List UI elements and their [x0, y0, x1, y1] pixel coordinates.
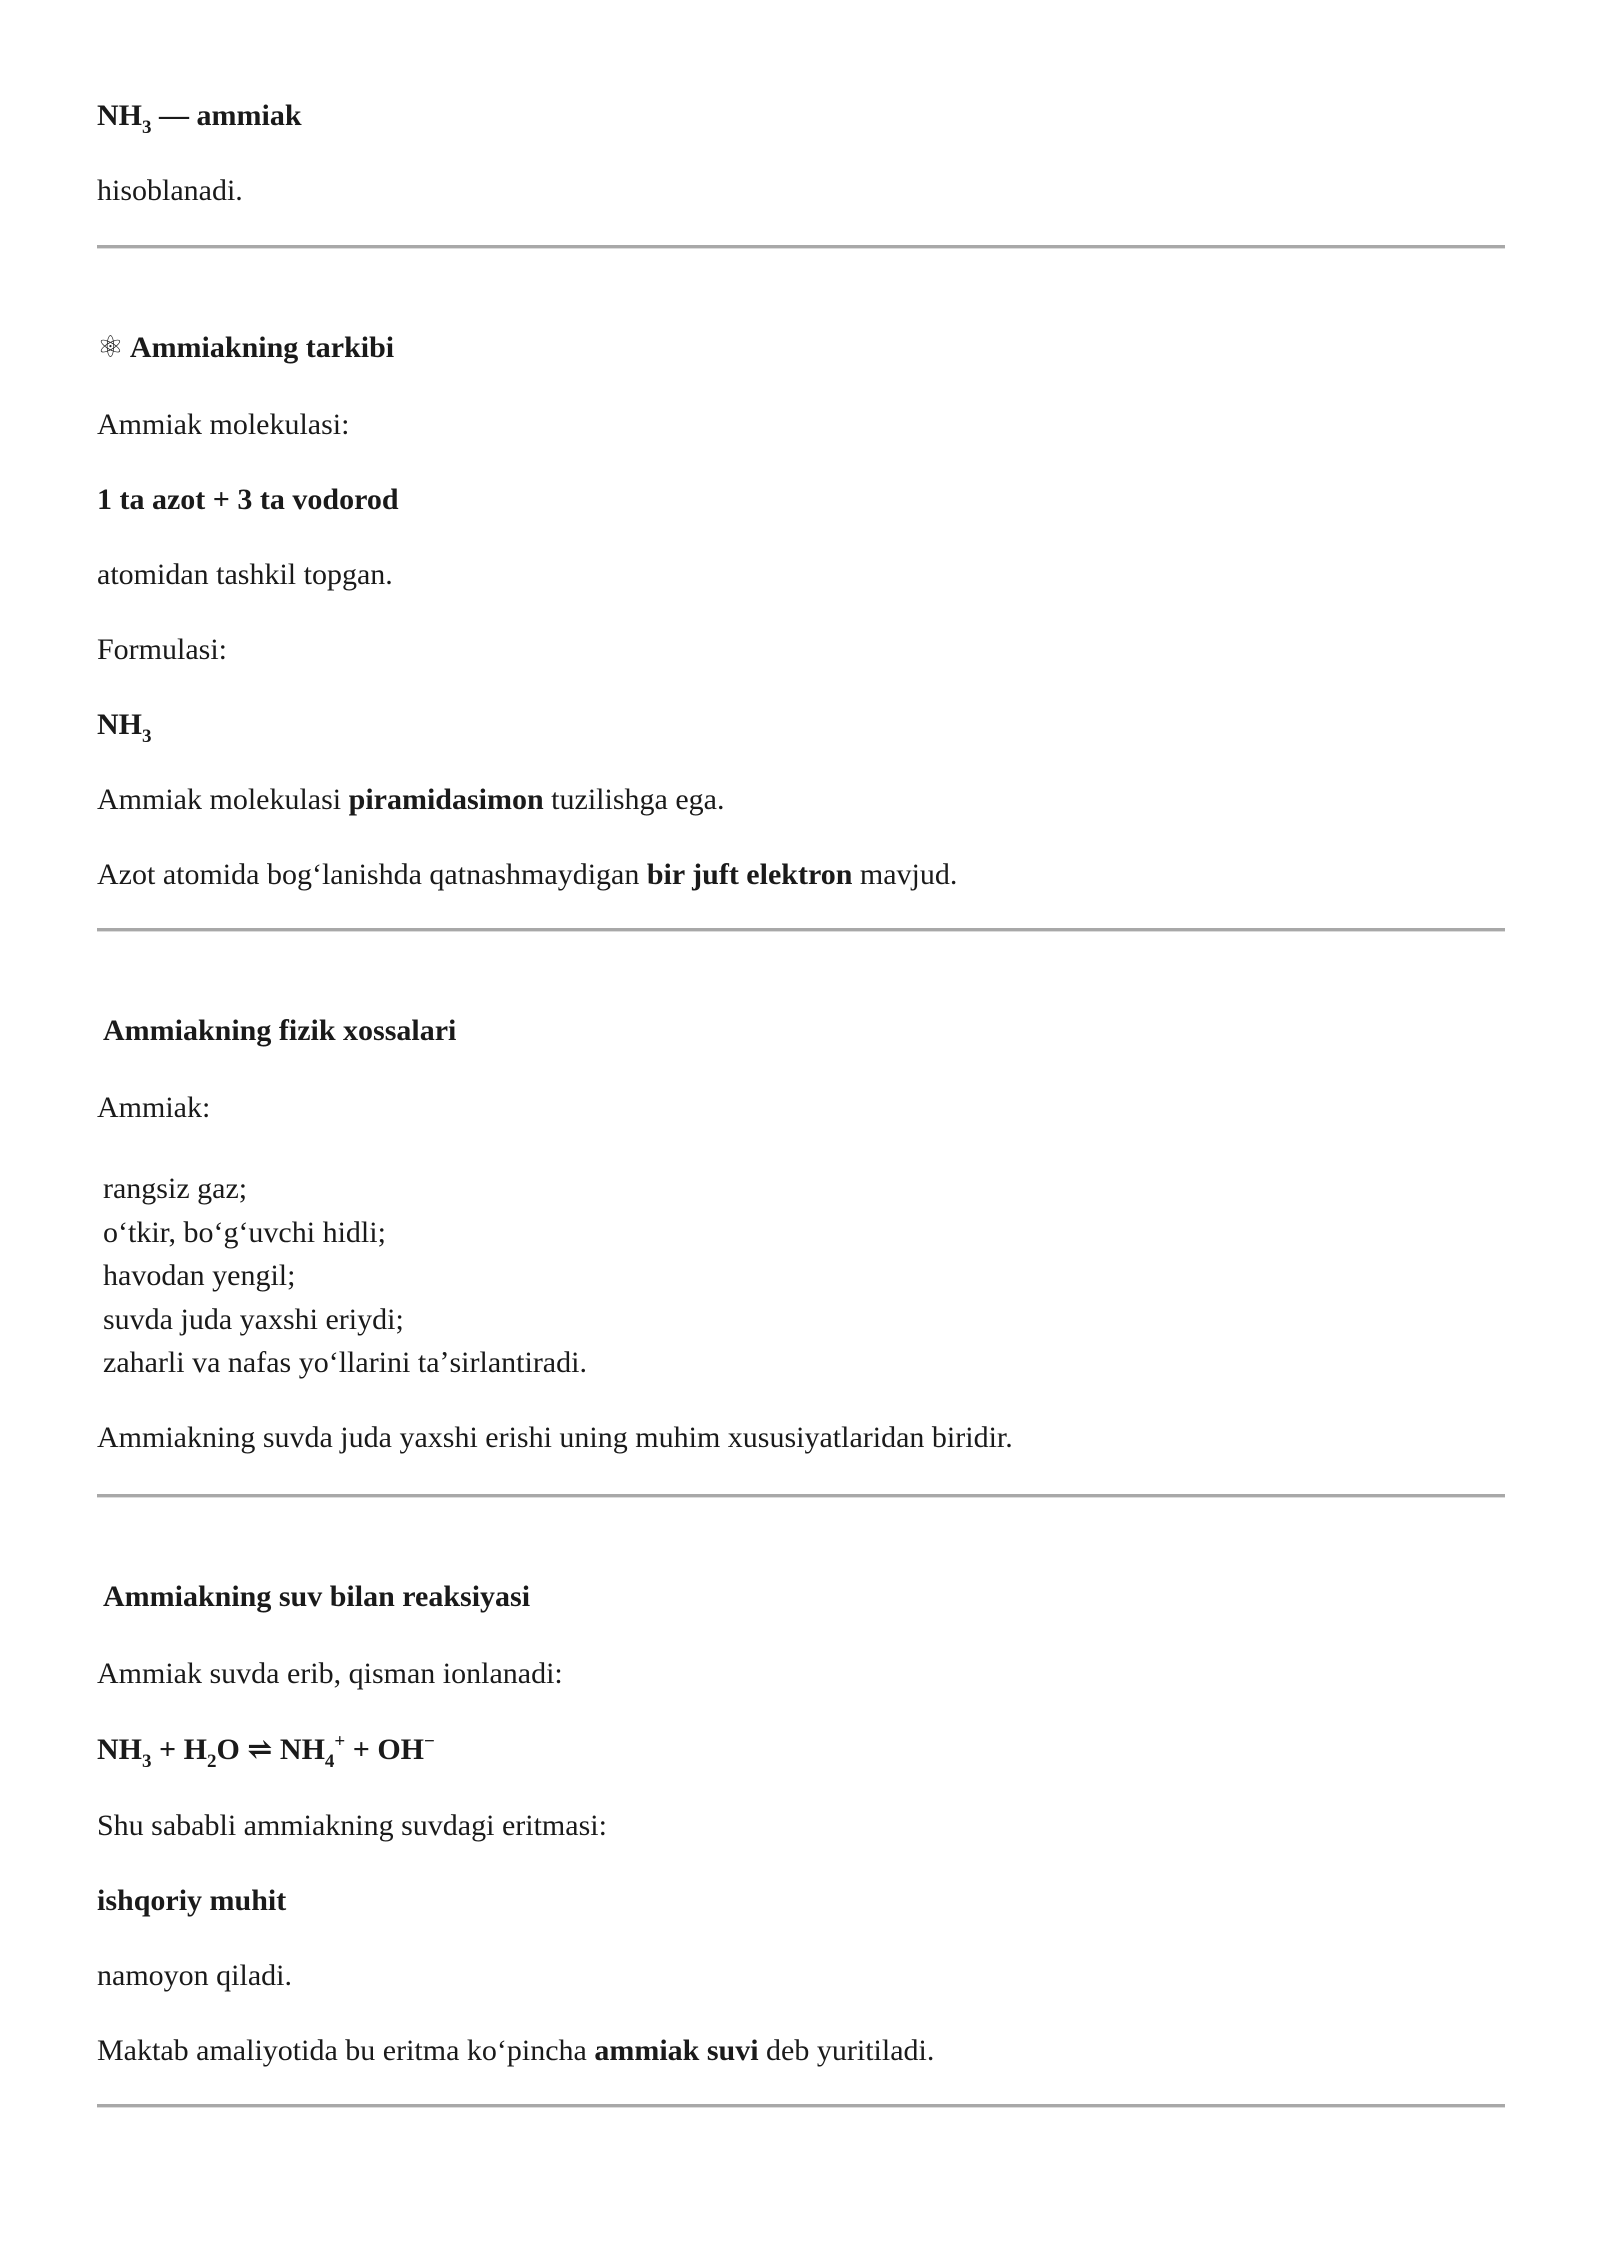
paragraph-bold: 1 ta azot + 3 ta vodorod	[97, 483, 399, 516]
properties-list	[97, 1167, 587, 1385]
paragraph: Ammiak:	[97, 1091, 211, 1124]
text-run-bold: ammiak suvi	[594, 2034, 759, 2067]
intro-heading-text: — ammiak	[151, 99, 302, 132]
list-item-text: havodan yengil;	[103, 1259, 296, 1292]
text-run: Azot atomida bogʻlanishda qatnashmaydigan	[97, 858, 647, 891]
divider	[97, 928, 1505, 932]
intro-heading-subscript: 3	[142, 117, 152, 138]
paragraph: Ammiak molekulasi:	[97, 408, 350, 441]
paragraph: Ammiak suvda erib, qisman ionlanadi:	[97, 1657, 563, 1690]
paragraph-bold: ishqoriy muhit	[97, 1884, 287, 1917]
paragraph	[97, 2031, 934, 2071]
paragraph	[97, 855, 957, 895]
section-heading-composition-text: Ammiakning tarkibi	[129, 331, 395, 364]
paragraph: namoyon qiladi.	[97, 1959, 292, 1992]
section-heading-reaction-with-water	[97, 1577, 530, 1617]
equation-part: O ⇌ NH	[216, 1733, 325, 1766]
section-heading-physical-properties	[97, 1011, 456, 1051]
equation-subscript: 2	[206, 1751, 217, 1772]
list-item-text: rangsiz gaz;	[103, 1172, 248, 1205]
text-run-bold: piramidasimon	[348, 783, 544, 816]
paragraph	[97, 780, 724, 820]
paragraph: Shu sababli ammiakning suvdagi eritmasi:	[97, 1809, 607, 1842]
equation-subscript: 3	[142, 1751, 152, 1772]
list-item-text: suvda juda yaxshi eriydi;	[103, 1302, 404, 1336]
paragraph: Ammiakning suvda juda yaxshi erishi uning muhim xususiyatlaridan biridir.	[97, 1421, 1013, 1454]
equation-part: + OH	[345, 1733, 425, 1766]
text-run-bold: bir juft elektron	[646, 858, 853, 891]
atom-icon: ⚛	[97, 331, 124, 364]
intro-heading	[97, 96, 302, 136]
list-item-text: oʻtkir, boʻgʻuvchi hidli;	[103, 1215, 386, 1249]
list-item	[97, 1211, 587, 1255]
section-heading-composition	[97, 328, 394, 368]
text-run: mavjud.	[852, 858, 958, 891]
divider	[97, 245, 1505, 249]
equation-part: + H	[151, 1733, 207, 1766]
equation-superscript: +	[334, 1731, 346, 1752]
list-item	[97, 1167, 587, 1211]
divider	[97, 1494, 1505, 1498]
paragraph: Formulasi:	[97, 633, 228, 666]
equation-subscript: 4	[324, 1751, 335, 1772]
equation-superscript: −	[424, 1731, 435, 1752]
text-run: deb yuritiladi.	[758, 2034, 935, 2067]
section-heading-reaction-with-water-text: Ammiakning suv bilan reaksiyasi	[103, 1580, 531, 1613]
list-item-text: zaharli va nafas yoʻllarini taʼsirlantiradi.	[103, 1346, 587, 1379]
formula-text: NH	[97, 708, 142, 741]
intro-text: hisoblanadi.	[97, 174, 243, 207]
equation-part: NH	[97, 1733, 142, 1766]
formula	[97, 705, 152, 745]
reaction-equation	[97, 1730, 435, 1770]
list-item	[97, 1298, 587, 1342]
intro-heading-formula: NH	[97, 99, 142, 132]
text-run: Maktab amaliyotida bu eritma koʻpincha	[97, 2034, 595, 2067]
section-heading-physical-properties-text: Ammiakning fizik xossalari	[103, 1014, 457, 1047]
formula-subscript: 3	[142, 726, 152, 747]
paragraph: atomidan tashkil topgan.	[97, 558, 393, 591]
list-item	[97, 1341, 587, 1385]
divider	[97, 2104, 1505, 2108]
list-item	[97, 1254, 587, 1298]
text-run: Ammiak molekulasi	[97, 783, 349, 816]
text-run: tuzilishga ega.	[543, 783, 725, 816]
